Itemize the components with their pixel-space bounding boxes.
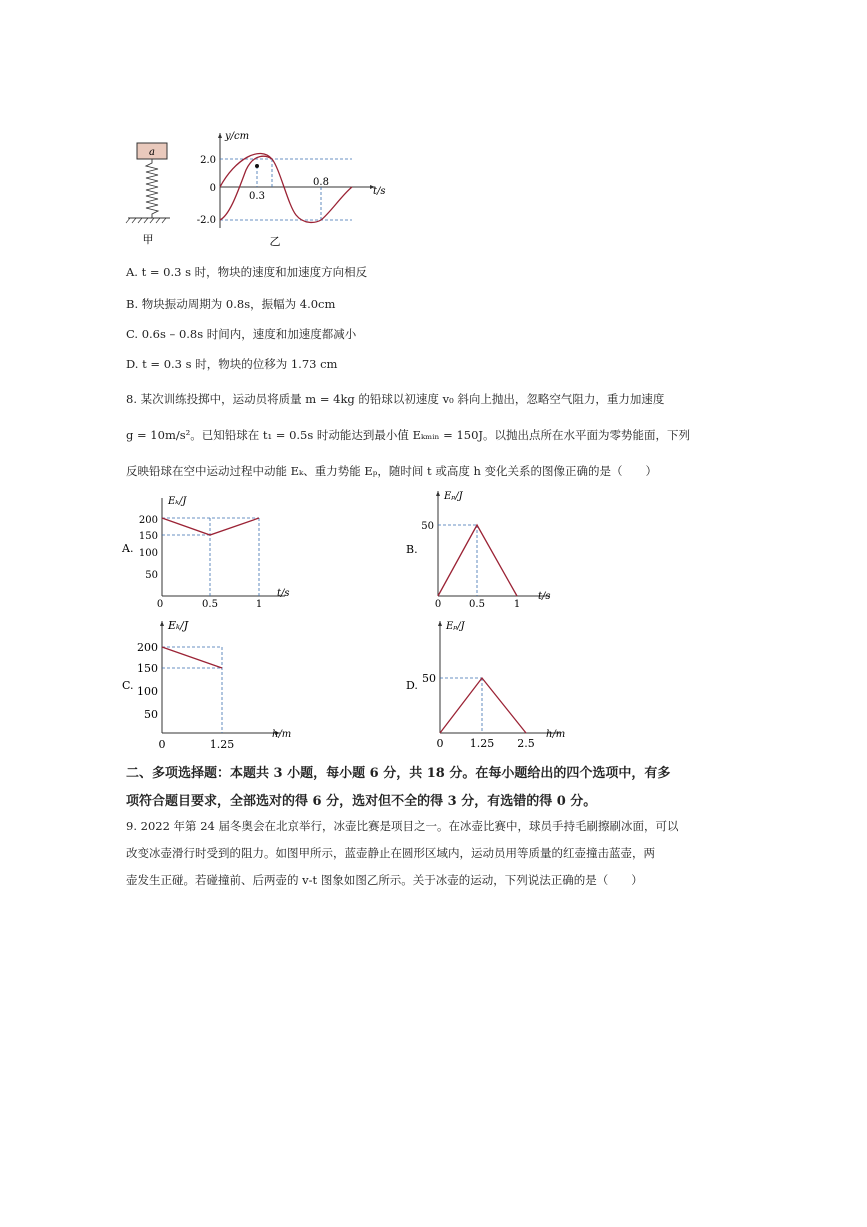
tick-08: 0.8	[313, 177, 329, 188]
graph-a-ytick: 200	[138, 515, 158, 526]
spring-oscillation-figure	[120, 125, 390, 250]
graph-b-ylabel: Eₚ/J	[444, 491, 463, 502]
q7-option-a: A. t = 0.3 s 时，物块的速度和加速度方向相反	[126, 265, 368, 279]
graph-a-xtick: 0	[156, 599, 164, 610]
graph-b-letter: B.	[406, 543, 418, 556]
graph-b	[400, 485, 560, 610]
graph-c-ylabel: Eₖ/J	[168, 619, 189, 632]
graph-c-ytick: 100	[137, 685, 158, 698]
point-marker	[255, 164, 259, 168]
graph-a-xtick: 0.5	[202, 599, 218, 610]
graph-b-xlabel: t/s	[538, 591, 551, 602]
graph-b-xtick: 0.5	[469, 599, 485, 610]
caption-yi: 乙	[269, 235, 281, 248]
section2-line-2: 项符合题目要求，全部选对的得 6 分，选对但不全的得 3 分，有选错的得 0 分。	[126, 794, 597, 809]
q9-line-2: 改变冰壶滑行时受到的阻力。如图甲所示，蓝壶静止在圆形区域内，运动员用等质量的红壶撞击蓝壶，两	[126, 846, 655, 860]
caption-jia: 甲	[142, 233, 154, 246]
section2-line-1: 二、多项选择题：本题共 3 小题，每小题 6 分，共 18 分。在每小题给出的四个选项中，有多	[126, 766, 671, 781]
graph-b-ytick: 50	[421, 521, 434, 532]
graph-c-curve	[162, 647, 222, 668]
graph-d-letter: D.	[406, 679, 418, 692]
y-axis-label: y/cm	[225, 131, 250, 142]
graph-d-ylabel: Eₚ/J	[446, 621, 465, 632]
x-axis-label: t/s	[373, 186, 386, 197]
graph-b-xtick: 1	[513, 599, 521, 610]
block-label: a	[149, 147, 155, 158]
graph-c-ytick: 50	[144, 708, 158, 721]
spring	[146, 159, 158, 218]
q7-option-b: B. 物块振动周期为 0.8s，振幅为 4.0cm	[126, 297, 336, 311]
graph-b-xtick: 0	[434, 599, 442, 610]
graph-c-ytick: 150	[137, 662, 158, 675]
graph-a-xtick: 1	[255, 599, 263, 610]
graph-a-curve	[162, 518, 259, 535]
graph-d-ytick: 50	[422, 672, 436, 685]
graph-c	[120, 615, 300, 750]
q8-line-1: 8. 某次训练投掷中，运动员将质量 m = 4kg 的铅球以初速度 v₀ 斜向上抛出，忽略空气阻力，重力加速度	[126, 392, 665, 406]
graph-c-xlabel: h/m	[272, 729, 292, 740]
tick-y-neg2: -2.0	[196, 215, 216, 226]
graph-d	[400, 615, 570, 750]
q8-line-2: g = 10m/s²。已知铅球在 t₁ = 0.5s 时动能达到最小值 Eₖₘᵢₙ = 150J。以抛出点所在水平面为零势能面，下列	[126, 428, 691, 442]
guide-lines	[220, 159, 352, 220]
q7-option-d: D. t = 0.3 s 时，物块的位移为 1.73 cm	[126, 357, 338, 371]
graph-c-xtick: 1.25	[209, 738, 235, 750]
q7-option-c: C. 0.6s – 0.8s 时间内，速度和加速度都减小	[126, 327, 357, 341]
ground-hatch	[126, 218, 166, 223]
graph-d-curve	[440, 678, 526, 733]
graph-c-ytick: 200	[137, 641, 158, 654]
graph-b-curve	[438, 525, 517, 596]
tick-03: 0.3	[249, 191, 265, 202]
tick-y-0: 0	[209, 183, 216, 194]
graph-c-xtick: 0	[158, 738, 166, 750]
graph-a	[120, 490, 300, 610]
q9-line-3: 壶发生正碰。若碰撞前、后两壶的 v-t 图象如图乙所示。关于冰壶的运动，下列说法正确的是（ ）	[126, 873, 643, 887]
tick-y-2: 2.0	[200, 155, 216, 166]
graph-a-xlabel: t/s	[277, 588, 290, 599]
graph-c-letter: C.	[122, 679, 134, 692]
graph-a-ylabel: Eₖ/J	[168, 496, 187, 507]
q9-line-1: 9. 2022 年第 24 届冬奥会在北京举行，冰壶比赛是项目之一。在冰壶比赛中，球员手持毛刷擦刷冰面，可以	[126, 819, 679, 833]
graph-d-xtick: 2.5	[517, 737, 535, 750]
graph-d-xtick: 0	[436, 737, 444, 750]
graph-d-xlabel: h/m	[546, 729, 566, 740]
graph-d-xtick: 1.25	[469, 737, 495, 750]
graph-a-letter: A.	[122, 542, 134, 555]
graph-a-ytick: 150	[138, 531, 158, 542]
q8-line-3: 反映铅球在空中运动过程中动能 Eₖ、重力势能 Eₚ，随时间 t 或高度 h 变化关系的图像正确的是（ ）	[126, 464, 658, 478]
graph-a-ytick: 50	[145, 570, 158, 581]
graph-a-ytick: 100	[138, 548, 158, 559]
